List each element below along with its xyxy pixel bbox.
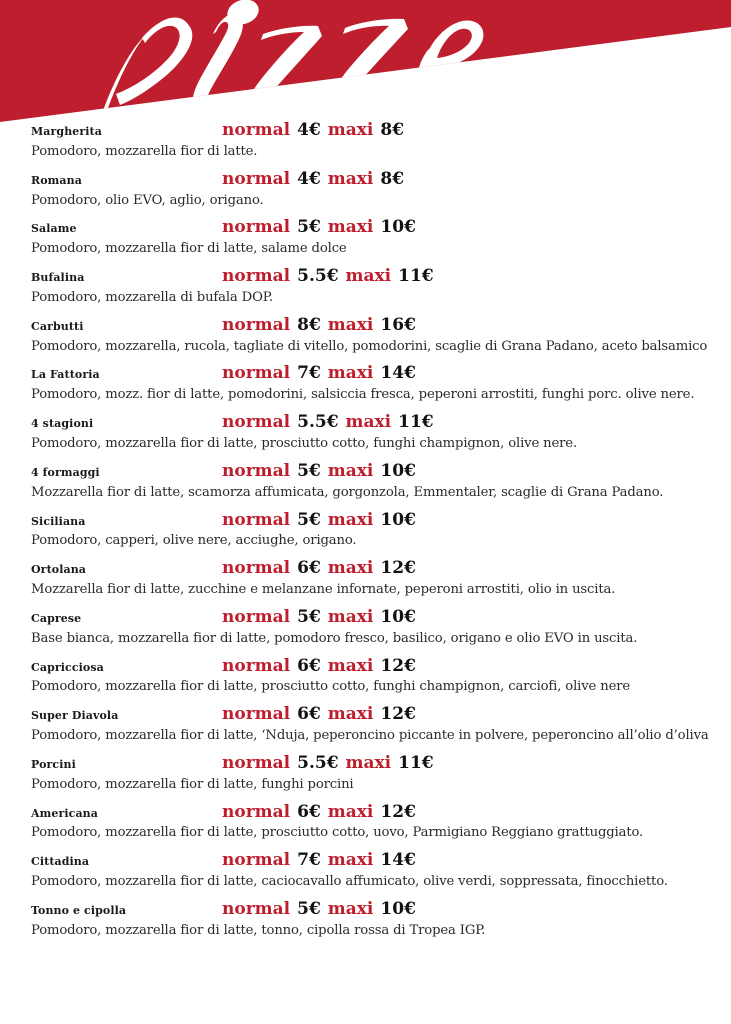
- price-label-maxi: maxi: [327, 801, 374, 822]
- menu-item-head: [31, 168, 701, 189]
- menu-item-head: [31, 801, 701, 822]
- price-value-maxi: 10€: [380, 606, 416, 627]
- menu-item-description: Mozzarella fior di latte, zucchine e melanzane infornate, peperoni arrostiti, olio in uscita.: [31, 582, 616, 598]
- menu-item-head: [31, 509, 701, 530]
- price-label-normal: normal: [222, 120, 291, 140]
- menu-item-description: Pomodoro, mozzarella di bufala DOP.: [31, 289, 273, 305]
- price-value-normal: 6€: [297, 704, 321, 725]
- price-label-maxi: maxi: [345, 752, 392, 773]
- price-value-maxi: 16€: [380, 314, 416, 335]
- menu-item-description: Mozzarella fior di latte, scamorza affumicata, gorgonzola, Emmentaler, scaglie di Grana Padano.: [31, 484, 664, 500]
- menu-item-prices: [222, 655, 416, 676]
- menu-item: [0, 706, 731, 744]
- menu-item-head: [31, 122, 701, 140]
- price-value-normal: 4€: [297, 168, 321, 189]
- menu-item-description: Pomodoro, mozz. fior di latte, pomodorini, salsiccia fresca, peperoni arrostiti, funghi porc. olive nere.: [31, 387, 695, 403]
- menu-item-name: Cittadina: [31, 855, 90, 869]
- menu-item-prices: [222, 365, 416, 383]
- menu-item-head: [31, 655, 701, 676]
- price-label-normal: normal: [222, 752, 291, 773]
- price-value-maxi: 8€: [380, 168, 405, 189]
- menu-item-prices: [222, 314, 416, 335]
- menu-item: [0, 414, 731, 452]
- price-value-maxi: 14€: [380, 850, 416, 871]
- menu-item-description: Pomodoro, capperi, olive nere, acciughe, origano.: [31, 533, 357, 549]
- menu-item-head: [31, 314, 701, 335]
- menu-item-name: Porcini: [31, 757, 76, 771]
- menu-item-prices: [222, 122, 404, 140]
- menu-item-name: Ortolana: [31, 563, 87, 577]
- menu-item-prices: [222, 752, 434, 773]
- price-value-normal: 5€: [297, 509, 321, 530]
- price-label-normal: normal: [222, 704, 291, 725]
- menu-item-name: Siciliana: [31, 514, 86, 528]
- price-label-maxi: maxi: [327, 655, 374, 676]
- menu-item-head: [31, 460, 701, 481]
- menu-item: [0, 268, 731, 306]
- price-value-maxi: 12€: [380, 558, 416, 579]
- menu-item: [0, 168, 731, 209]
- menu-item-head: [31, 901, 701, 919]
- price-value-maxi: 10€: [380, 509, 416, 530]
- menu-item-head: [31, 852, 701, 870]
- price-value-normal: 5€: [297, 217, 321, 238]
- price-label-maxi: maxi: [327, 704, 374, 725]
- price-value-normal: 4€: [297, 120, 321, 140]
- price-label-normal: normal: [222, 217, 291, 238]
- menu-item-head: [31, 268, 701, 286]
- price-label-maxi: maxi: [327, 120, 374, 140]
- menu-item: [0, 901, 731, 939]
- menu-item-head: [31, 219, 701, 237]
- menu-item-prices: [222, 219, 416, 237]
- price-label-maxi: maxi: [345, 266, 392, 287]
- price-label-maxi: maxi: [327, 606, 374, 627]
- price-value-maxi: 10€: [380, 899, 416, 919]
- price-value-normal: 5.5€: [297, 412, 339, 433]
- price-value-normal: 5€: [297, 899, 321, 919]
- menu-item-description: Pomodoro, mozzarella fior di latte, ‘Nduja, peperoncino piccante in polvere, peperoncino all’olio d’oliva: [31, 728, 709, 744]
- menu-item-description: Base bianca, mozzarella fior di latte, pomodoro fresco, basilico, origano e olio EVO in uscita.: [31, 630, 638, 646]
- menu-item-prices: [222, 606, 416, 627]
- price-label-normal: normal: [222, 314, 291, 335]
- price-label-maxi: maxi: [327, 509, 374, 530]
- menu-item-prices: [222, 460, 416, 481]
- menu-item-name: Margherita: [31, 125, 102, 138]
- price-label-normal: normal: [222, 655, 291, 676]
- price-label-normal: normal: [222, 801, 291, 822]
- price-label-maxi: maxi: [327, 168, 374, 189]
- menu-item-head: [31, 606, 701, 627]
- menu-item-name: Romana: [31, 173, 82, 187]
- menu-item: [0, 801, 731, 842]
- price-value-normal: 6€: [297, 801, 321, 822]
- price-value-normal: 8€: [297, 314, 321, 335]
- price-label-maxi: maxi: [327, 363, 374, 384]
- price-label-maxi: maxi: [327, 899, 374, 919]
- price-value-maxi: 10€: [380, 460, 416, 481]
- menu-item-prices: [222, 268, 434, 286]
- price-value-normal: 5.5€: [297, 266, 339, 287]
- menu-item: [0, 460, 731, 501]
- price-value-maxi: 11€: [398, 752, 434, 773]
- menu-item-prices: [222, 168, 405, 189]
- menu-item-name: Caprese: [31, 611, 82, 625]
- price-label-normal: normal: [222, 168, 291, 189]
- price-value-maxi: 8€: [380, 120, 405, 140]
- price-label-normal: normal: [222, 899, 291, 919]
- banner-background-shape: [0, 0, 731, 122]
- price-label-maxi: maxi: [327, 217, 374, 238]
- menu-item-head: [31, 365, 701, 383]
- menu-list: [0, 122, 731, 939]
- menu-item-prices: [222, 852, 416, 870]
- price-value-normal: 5.5€: [297, 752, 339, 773]
- menu-item-description: Pomodoro, mozzarella fior di latte, funghi porcini: [31, 776, 354, 792]
- price-value-normal: 5€: [297, 606, 321, 627]
- menu-item-description: Pomodoro, mozzarella fior di latte, prosciutto cotto, uovo, Parmigiano Reggiano grattuggiato.: [31, 825, 644, 841]
- menu-item-name: La Fattoria: [31, 368, 100, 382]
- menu-item-name: Bufalina: [31, 271, 85, 285]
- menu-item-name: Americana: [31, 806, 98, 820]
- menu-item-name: Tonno e cipolla: [31, 904, 127, 917]
- price-value-maxi: 12€: [380, 801, 416, 822]
- price-label-normal: normal: [222, 606, 291, 627]
- price-value-maxi: 11€: [398, 412, 434, 433]
- menu-item-prices: [222, 560, 416, 578]
- price-value-maxi: 12€: [380, 704, 416, 725]
- menu-item: [0, 122, 731, 160]
- menu-item: [0, 606, 731, 647]
- menu-item-description: Pomodoro, mozzarella fior di latte, salame dolce: [31, 241, 347, 257]
- price-value-normal: 5€: [297, 460, 321, 481]
- menu-item-head: [31, 560, 701, 578]
- menu-item-description: Pomodoro, olio EVO, aglio, origano.: [31, 192, 264, 208]
- price-value-maxi: 11€: [398, 266, 434, 287]
- price-label-maxi: maxi: [327, 314, 374, 335]
- price-label-normal: normal: [222, 509, 291, 530]
- menu-item-prices: [222, 414, 434, 432]
- menu-item-name: 4 formaggi: [31, 465, 100, 479]
- price-value-normal: 7€: [297, 850, 321, 871]
- price-value-maxi: 12€: [380, 655, 416, 676]
- menu-item: [0, 219, 731, 257]
- menu-item-name: Carbutti: [31, 319, 84, 333]
- price-label-maxi: maxi: [327, 850, 374, 871]
- menu-item-prices: [222, 901, 416, 919]
- menu-item: [0, 365, 731, 403]
- menu-item: [0, 560, 731, 598]
- price-label-maxi: maxi: [327, 558, 374, 579]
- menu-item: [0, 314, 731, 355]
- price-label-maxi: maxi: [345, 412, 392, 433]
- menu-item: [0, 852, 731, 890]
- menu-item: [0, 752, 731, 793]
- price-value-normal: 7€: [297, 363, 321, 384]
- price-label-normal: normal: [222, 363, 291, 384]
- menu-item: [0, 509, 731, 550]
- price-label-maxi: maxi: [327, 460, 374, 481]
- menu-item-description: Pomodoro, mozzarella fior di latte, prosciutto cotto, funghi champignon, olive nere.: [31, 435, 578, 451]
- price-label-normal: normal: [222, 850, 291, 871]
- menu-item-name: 4 stagioni: [31, 417, 94, 431]
- menu-item-prices: [222, 706, 416, 724]
- price-label-normal: normal: [222, 460, 291, 481]
- price-label-normal: normal: [222, 412, 291, 433]
- menu-item-description: Pomodoro, mozzarella fior di latte, prosciutto cotto, funghi champignon, carciofi, olive nere: [31, 679, 631, 695]
- menu-item-head: [31, 752, 701, 773]
- price-label-normal: normal: [222, 266, 291, 287]
- header-banner: [0, 0, 731, 122]
- menu-item-name: Capricciosa: [31, 660, 104, 674]
- menu-item-description: Pomodoro, mozzarella, rucola, tagliate di vitello, pomodorini, scaglie di Grana Padano, aceto balsamico: [31, 338, 708, 354]
- menu-item-name: Salame: [31, 222, 77, 236]
- menu-item-description: Pomodoro, mozzarella fior di latte.: [31, 143, 258, 159]
- price-value-maxi: 10€: [380, 217, 416, 238]
- menu-item: [0, 655, 731, 696]
- menu-item-head: [31, 706, 701, 724]
- price-value-maxi: 14€: [380, 363, 416, 384]
- menu-item-head: [31, 414, 701, 432]
- menu-item-description: Pomodoro, mozzarella fior di latte, tonno, cipolla rossa di Tropea IGP.: [31, 922, 486, 938]
- price-value-normal: 6€: [297, 558, 321, 579]
- price-value-normal: 6€: [297, 655, 321, 676]
- menu-item-prices: [222, 509, 416, 530]
- menu-item-name: Super Diavola: [31, 709, 119, 723]
- price-label-normal: normal: [222, 558, 291, 579]
- menu-item-prices: [222, 801, 416, 822]
- menu-item-description: Pomodoro, mozzarella fior di latte, caciocavallo affumicato, olive verdi, soppressata, finocchietto.: [31, 874, 668, 890]
